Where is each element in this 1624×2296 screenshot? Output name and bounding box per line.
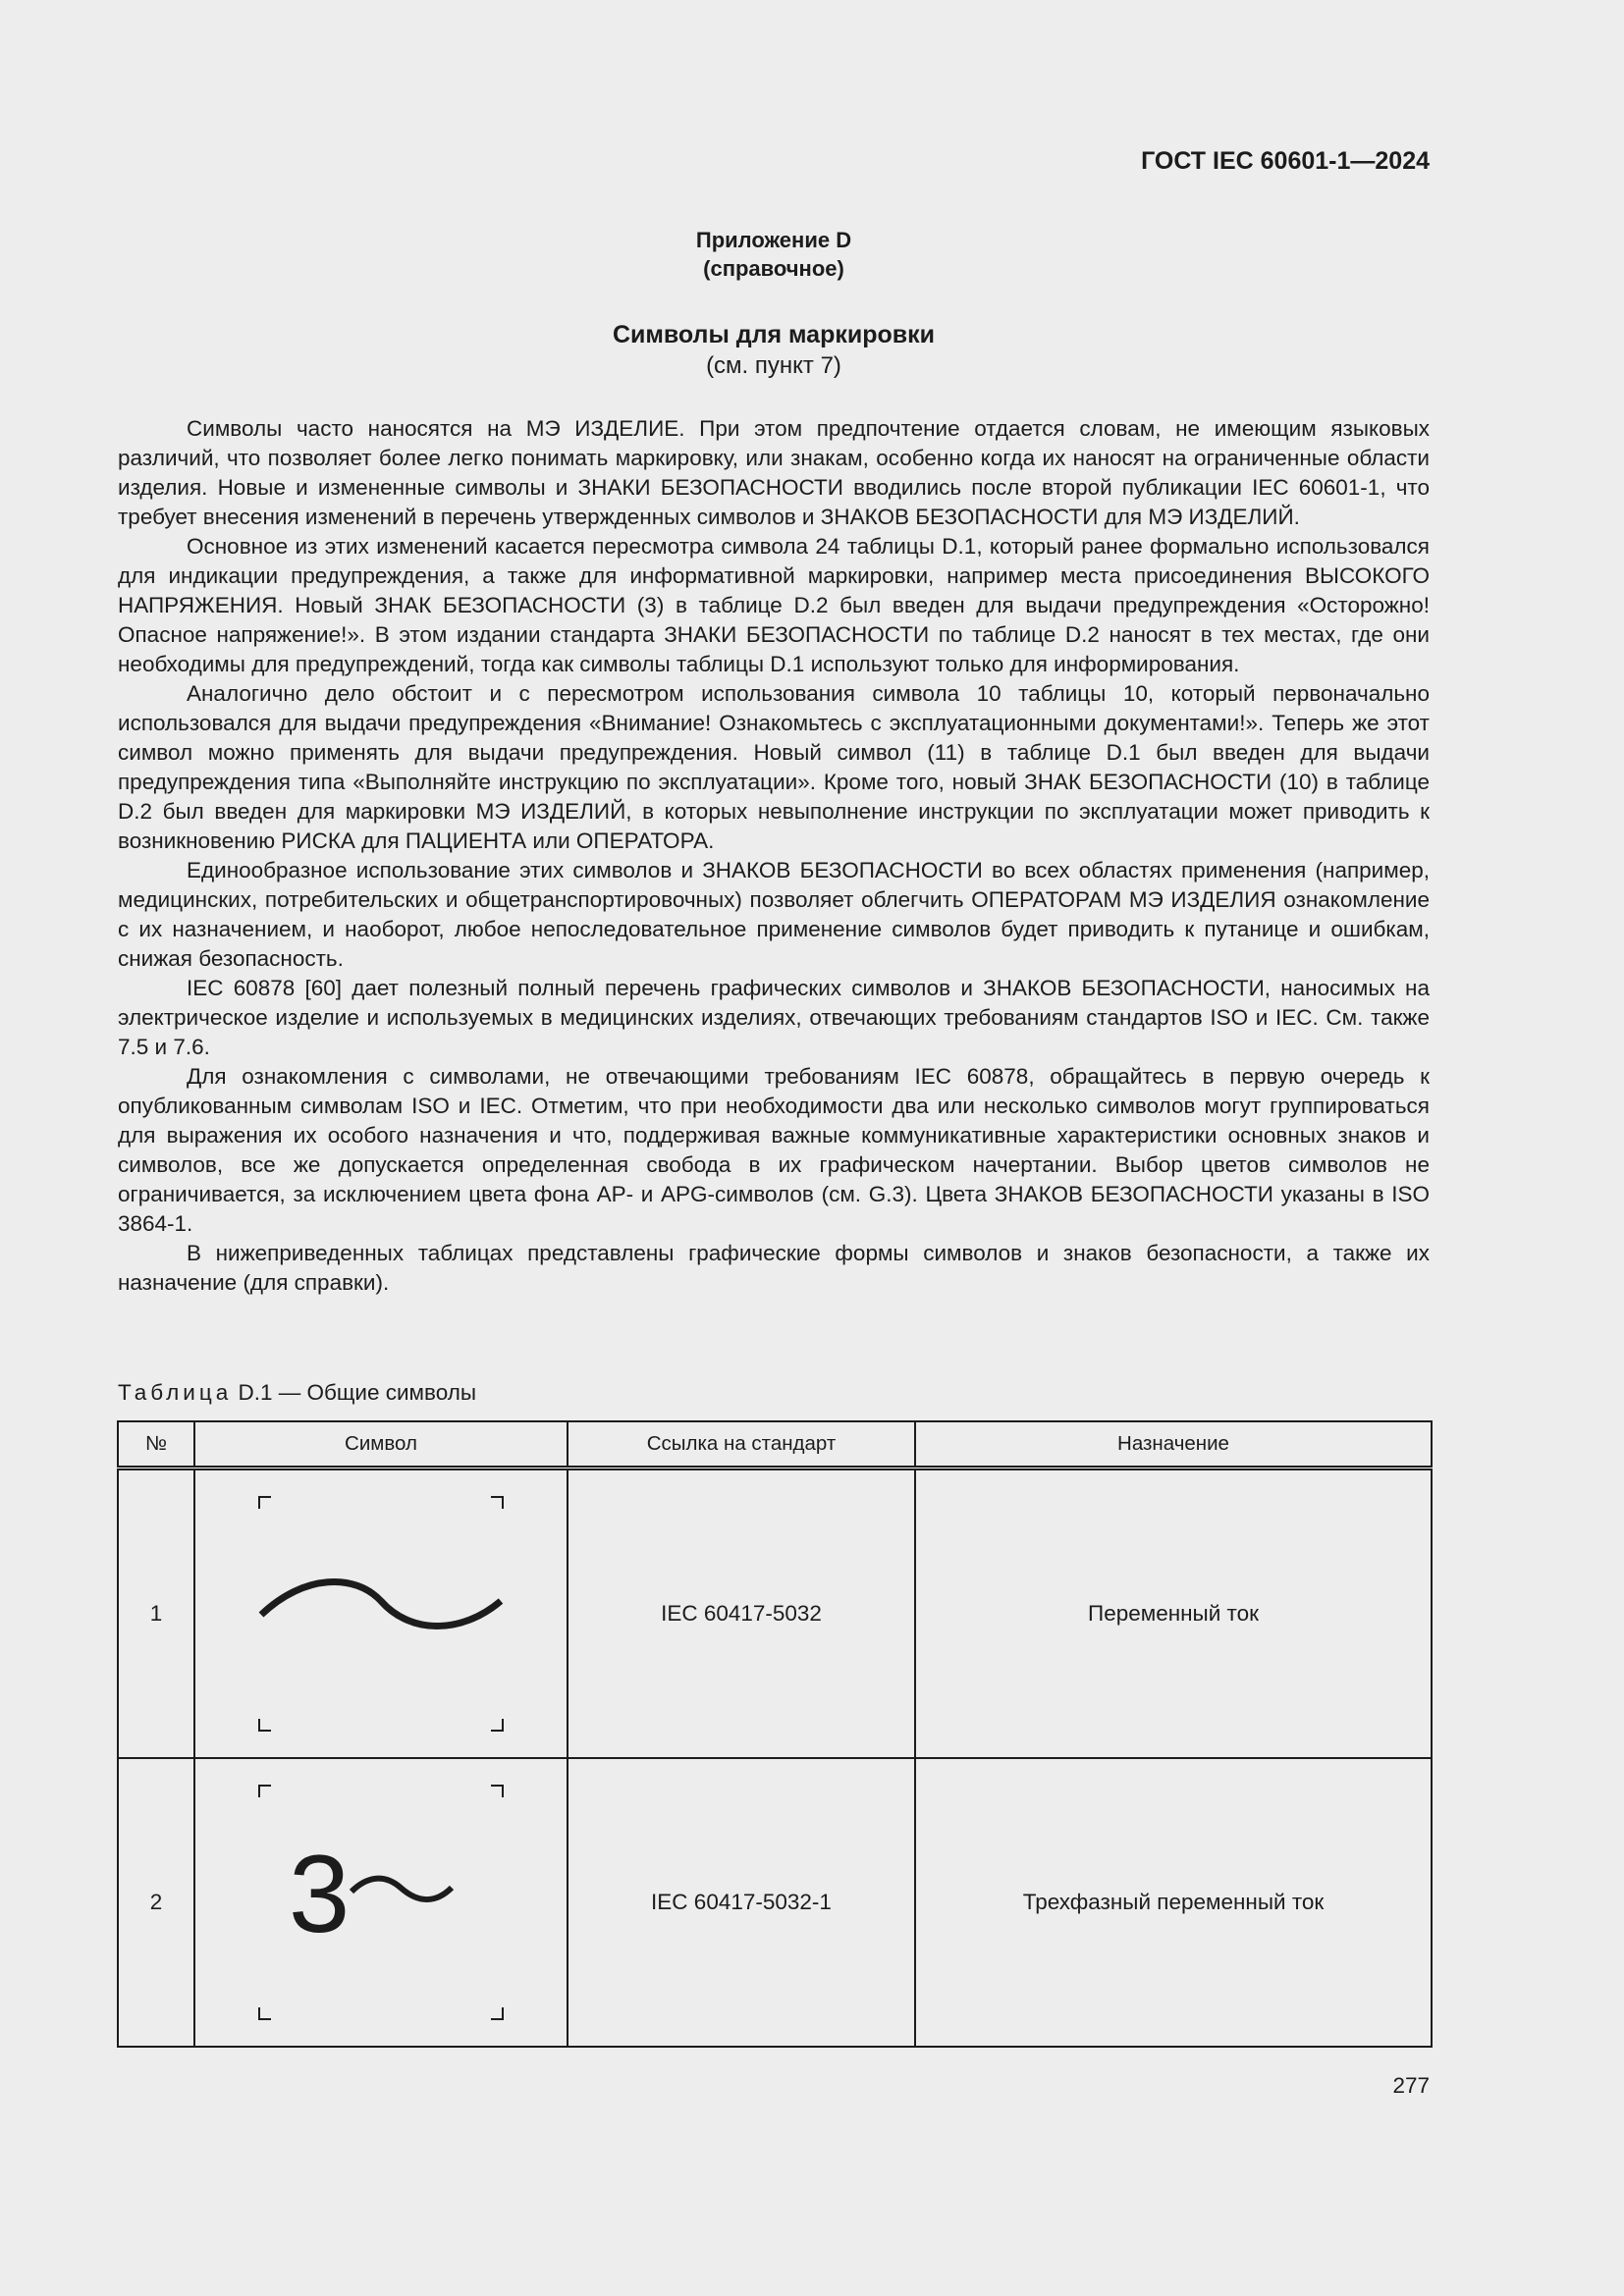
purpose-cell: Трехфазный переменный ток <box>915 1758 1432 2047</box>
annex-title: Приложение D <box>695 228 852 252</box>
paragraph: Единообразное использование этих символов и ЗНАКОВ БЕЗОПАСНОСТИ во всех областях применения (например, медицинских, потребительских и общетранспортировочных) позволяет облегчить ОПЕРАТОРАМ МЭ ИЗДЕЛИЯ ознакомление с их назначением, и наоборот, любое непоследовательное применение символов будет приводить к путанице и ошибкам, снижая безопасность. <box>118 858 1430 971</box>
table-caption-text: D.1 — Общие символы <box>232 1380 477 1405</box>
body-text <box>118 414 1430 1298</box>
header-purpose: Назначение <box>915 1421 1432 1468</box>
paragraph: Аналогично дело обстоит и с пересмотром использования символа 10 таблицы 10, который первоначально использовался для выдачи предупреждения «Внимание! Ознакомьтесь с эксплуатационными документами!». Теперь же этот символ можно применять для выдачи предупреждения. Новый символ (11) в таблице D.1 был введен для выдачи предупреждения типа «Выполняйте инструкцию по эксплуатации». Кроме того, новый ЗНАК БЕЗОПАСНОСТИ (10) в таблице D.2 был введен для маркировки МЭ ИЗДЕЛИЙ, в которых невыполнение инструкции по эксплуатации может приводить к возникновению РИСКА для ПАЦИЕНТА или ОПЕРАТОРА. <box>118 681 1430 853</box>
page-number: 277 <box>1392 2073 1430 2098</box>
header-reference: Ссылка на стандарт <box>568 1421 915 1468</box>
row-number: 2 <box>118 1758 194 2047</box>
annex-subtitle: (справочное) <box>703 256 844 281</box>
table-header-row <box>118 1421 1432 1468</box>
section-reference: (см. пункт 7) <box>706 352 841 379</box>
reference-cell: IEC 60417-5032 <box>568 1468 915 1759</box>
table-row <box>118 1468 1432 1759</box>
document-code: ГОСТ IEC 60601-1—2024 <box>1141 147 1430 175</box>
three-phase-alternating-current-icon <box>253 1780 509 2025</box>
paragraph: IEC 60878 [60] дает полезный полный перечень графических символов и ЗНАКОВ БЕЗОПАСНОСТИ, наносимых на электрическое изделие и используемых в медицинских изделиях, отвечающих требованиям стандартов ISO и IEC. См. также 7.5 и 7.6. <box>118 976 1430 1059</box>
table-caption <box>118 1378 476 1408</box>
header-symbol: Символ <box>194 1421 568 1468</box>
table-caption-prefix: Таблица <box>118 1380 233 1405</box>
symbols-table <box>117 1420 1433 2048</box>
header-number: № <box>118 1421 194 1468</box>
purpose-cell: Переменный ток <box>915 1468 1432 1759</box>
paragraph: Основное из этих изменений касается пересмотра символа 24 таблицы D.1, который ранее формально использовался для индикации предупреждения, а также для информативной маркировки, например места присоединения ВЫСОКОГО НАПРЯЖЕНИЯ. Новый ЗНАК БЕЗОПАСНОСТИ (3) в таблице D.2 был введен для выдачи предупреждения «Осторожно! Опасное напряжение!». В этом издании стандарта ЗНАКИ БЕЗОПАСНОСТИ по таблице D.2 наносят в тех местах, где они необходимы для предупреждений, тогда как символы таблицы D.1 используют только для информирования. <box>118 534 1430 676</box>
reference-cell: IEC 60417-5032-1 <box>568 1758 915 2047</box>
section-title: Символы для маркировки <box>612 321 936 348</box>
phase-count-text: 3 <box>289 1833 351 1955</box>
paragraph: Символы часто наносятся на МЭ ИЗДЕЛИЕ. При этом предпочтение отдается словам, не имеющим языковых различий, что позволяет более легко понимать маркировку, или знакам, особенно когда их наносят на ограниченные области изделия. Новые и измененные символы и ЗНАКИ БЕЗОПАСНОСТИ вводились после второй публикации IEC 60601-1, что требует внесения изменений в перечень утвержденных символов и ЗНАКОВ БЕЗОПАСНОСТИ для МЭ ИЗДЕЛИЙ. <box>118 416 1430 529</box>
paragraph: Для ознакомления с символами, не отвечающими требованиям IEC 60878, обращайтесь в первую очередь к опубликованным символам ISO и IEC. Отметим, что при необходимости два или несколько символов могут группироваться для выражения их особого назначения и что, поддерживая важные коммуникативные характеристики основных знаков и символов, все же допускается определенная свобода в их графическом начертании. Выбор цветов символов не ограничивается, за исключением цвета фона AP- и APG-символов (см. G.3). Цвета ЗНАКОВ БЕЗОПАСНОСТИ указаны в ISO 3864-1. <box>118 1064 1430 1236</box>
symbol-cell <box>194 1758 568 2047</box>
table-row <box>118 1758 1432 2047</box>
row-number: 1 <box>118 1468 194 1759</box>
symbol-cell <box>194 1468 568 1759</box>
paragraph: В нижеприведенных таблицах представлены графические формы символов и знаков безопасности, а также их назначение (для справки). <box>118 1241 1430 1295</box>
alternating-current-icon <box>253 1491 509 1736</box>
